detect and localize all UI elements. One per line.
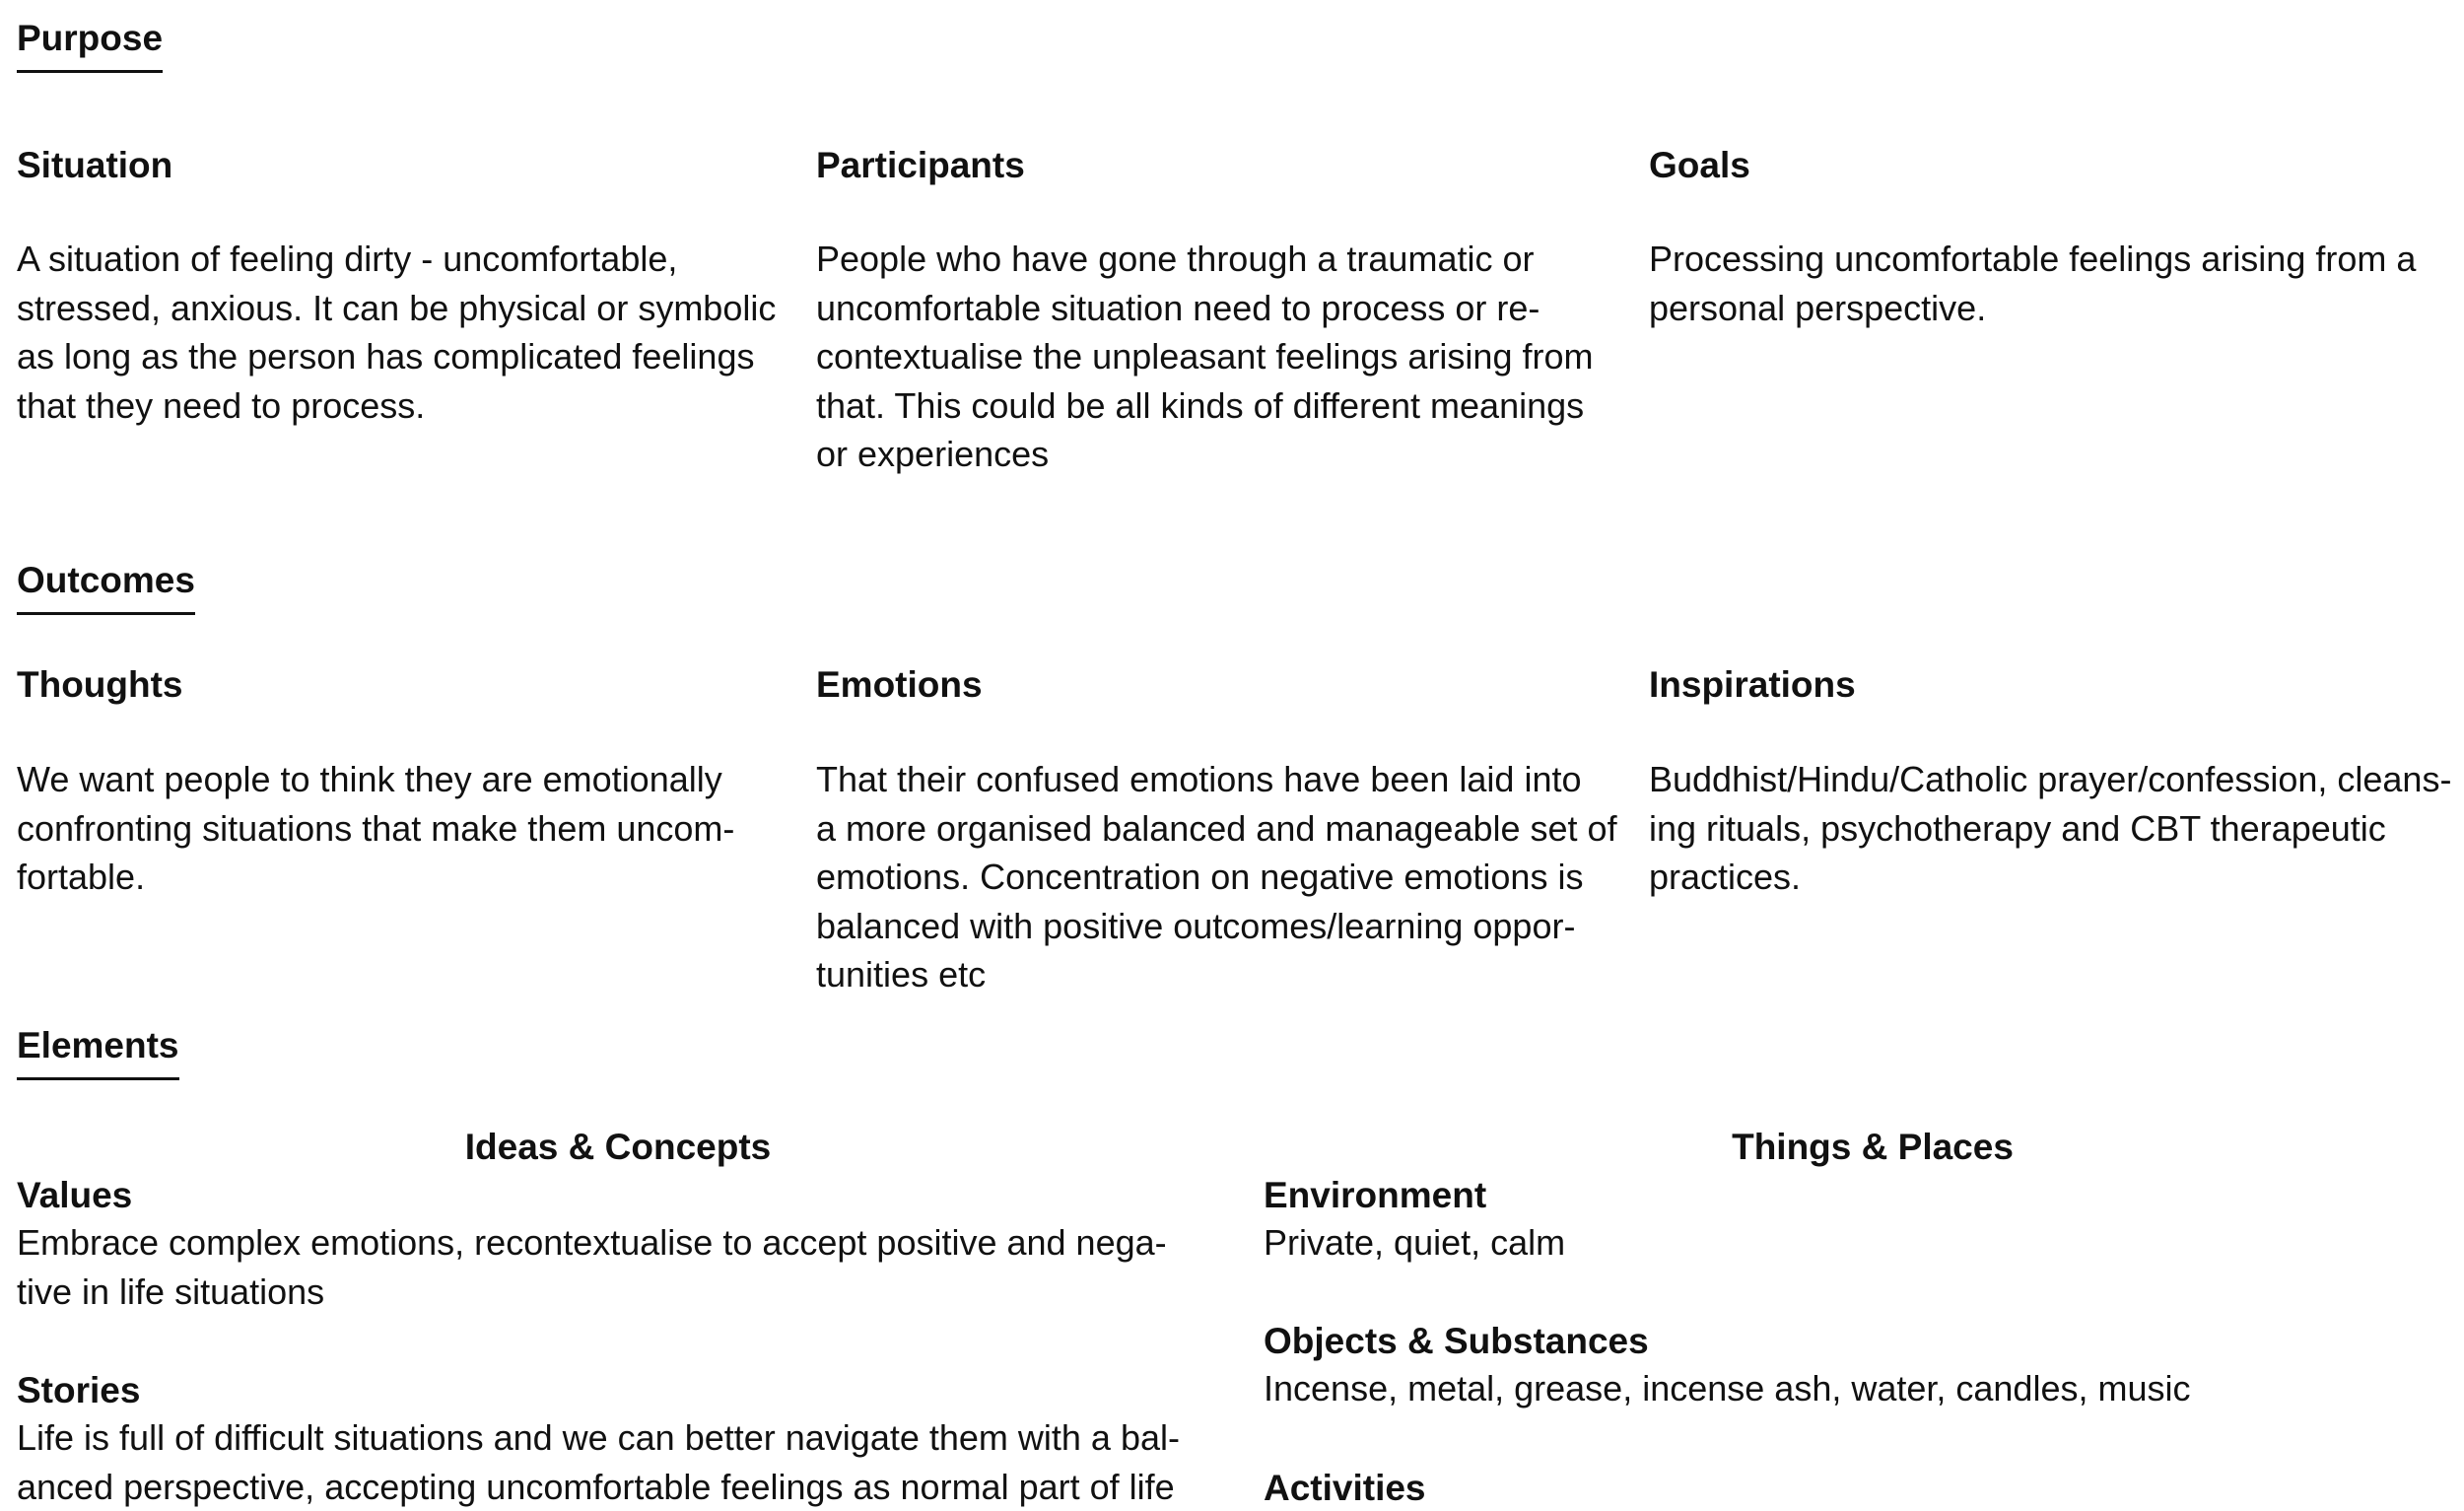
text-inspirations	[1649, 755, 2451, 902]
text-line: A situation of feeling dirty - uncomfortable,	[17, 239, 678, 279]
heading-activities: Activities	[1264, 1468, 1426, 1508]
text-line: tunities etc	[816, 954, 987, 995]
text-line: stressed, anxious. It can be physical or symbolic	[17, 287, 777, 328]
text-goals	[1649, 235, 2416, 332]
text-environment	[1264, 1218, 1565, 1268]
text-situation	[17, 235, 776, 430]
text-line: Private, quiet, calm	[1264, 1222, 1566, 1263]
text-line: ing rituals, psychotherapy and CBT therapeutic	[1649, 807, 2386, 849]
text-line: uncomfortable situation need to process or re-	[816, 287, 1540, 328]
text-line: that. This could be all kinds of different meanings	[816, 384, 1585, 426]
text-line: contextualise the unpleasant feelings arising from	[816, 336, 1594, 377]
text-line: practices.	[1649, 857, 1802, 897]
heading-stories: Stories	[17, 1370, 141, 1410]
section-title-elements: Elements	[17, 1027, 179, 1080]
text-line: That their confused emotions have been laid into	[816, 759, 1582, 799]
heading-objects-substances: Objects & Substances	[1264, 1321, 1649, 1361]
heading-participants: Participants	[816, 145, 1025, 185]
text-thoughts	[17, 755, 734, 902]
text-line: balanced with positive outcomes/learning oppor-	[816, 905, 1576, 946]
text-line: People who have gone through a traumatic or	[816, 239, 1535, 279]
text-line: confronting situations that make them uncom-	[17, 807, 735, 849]
text-participants	[816, 235, 1593, 479]
text-line: emotions. Concentration on negative emotions is	[816, 857, 1584, 897]
text-values	[17, 1218, 1167, 1316]
text-stories	[17, 1413, 1180, 1511]
text-line: personal perspective.	[1649, 287, 1987, 328]
heading-inspirations: Inspirations	[1649, 664, 1856, 705]
text-line: or experiences	[816, 434, 1050, 474]
text-emotions	[816, 755, 1617, 999]
section-title-purpose: Purpose	[17, 20, 163, 73]
column-title-ideas-concepts: Ideas & Concepts	[464, 1127, 772, 1167]
text-line: We want people to think they are emotionally	[17, 759, 722, 799]
text-line: Embrace complex emotions, recontextualise to accept positive and nega-	[17, 1222, 1167, 1263]
text-line: Processing uncomfortable feelings arising from a	[1649, 239, 2417, 279]
heading-thoughts: Thoughts	[17, 664, 183, 705]
heading-emotions: Emotions	[816, 664, 983, 705]
heading-goals: Goals	[1649, 145, 1750, 185]
heading-values: Values	[17, 1175, 133, 1215]
text-line: Buddhist/Hindu/Catholic prayer/confession, cleans-	[1649, 759, 2452, 799]
text-line: anced perspective, accepting uncomfortable feelings as normal part of life	[17, 1466, 1175, 1507]
text-line: that they need to process.	[17, 384, 426, 426]
heading-environment: Environment	[1264, 1175, 1487, 1215]
text-line: tive in life situations	[17, 1271, 325, 1312]
text-objects-substances	[1264, 1364, 2190, 1413]
text-line: fortable.	[17, 857, 146, 897]
text-line: a more organised balanced and manageable set of	[816, 807, 1617, 849]
section-title-outcomes: Outcomes	[17, 562, 195, 615]
column-title-things-places: Things & Places	[1732, 1127, 2014, 1167]
heading-situation: Situation	[17, 145, 173, 185]
text-line: Life is full of difficult situations and we can better navigate them with a bal-	[17, 1417, 1180, 1458]
text-line: as long as the person has complicated feelings	[17, 336, 755, 377]
text-line: Incense, metal, grease, incense ash, water, candles, music	[1264, 1368, 2191, 1408]
